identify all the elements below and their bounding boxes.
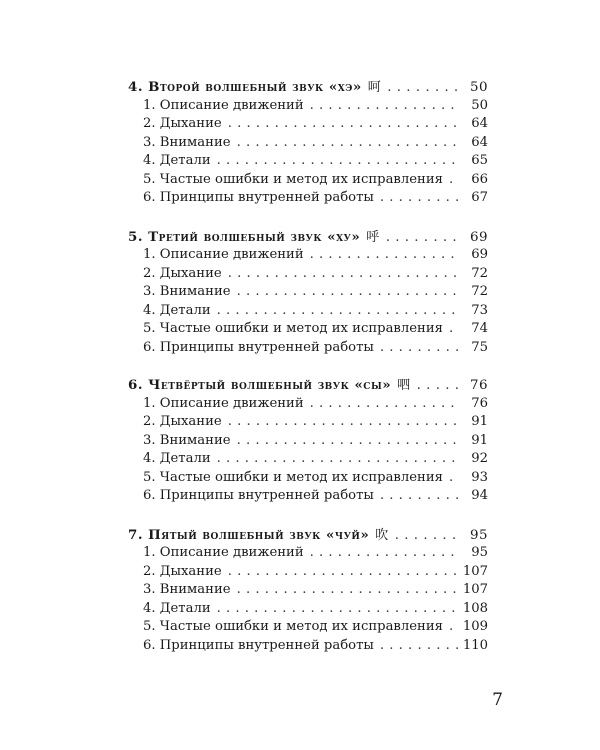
- subentry-label: 6. Принципы внутренней работы: [143, 488, 374, 503]
- subentry-label: 2. Дыхание: [143, 563, 222, 579]
- dot-leader: [449, 469, 458, 488]
- page-number: 108: [462, 600, 488, 616]
- toc-subentry[interactable]: [128, 302, 488, 321]
- toc-subentry[interactable]: [128, 487, 488, 506]
- page-folio: 7: [492, 690, 503, 710]
- dot-leader: [217, 600, 458, 619]
- dot-leader: [380, 189, 458, 208]
- page-number: 72: [471, 284, 488, 299]
- dot-leader: [237, 283, 458, 302]
- subentry-label: 1. Описание движений: [143, 97, 304, 113]
- page-number: 75: [471, 339, 488, 355]
- page-number: 50: [471, 97, 488, 113]
- subentry-label: 6. Принципы внутренней работы: [143, 637, 374, 653]
- dot-leader: [310, 246, 458, 265]
- page-number: 74: [471, 321, 488, 336]
- toc-subentry[interactable]: [128, 432, 488, 451]
- dot-leader: [310, 97, 458, 116]
- table-of-contents: [128, 78, 488, 675]
- toc-section: [128, 78, 488, 208]
- page-number: 50: [469, 80, 488, 95]
- toc-subentry[interactable]: [128, 283, 488, 302]
- dot-leader: [217, 302, 458, 321]
- dot-leader: [228, 265, 458, 284]
- toc-chapter-entry[interactable]: [128, 526, 488, 545]
- dot-leader: [237, 134, 458, 153]
- chinese-character: 呼: [366, 229, 380, 245]
- page-number: 94: [471, 488, 488, 503]
- toc-subentry[interactable]: [128, 395, 488, 414]
- chapter-title: 7. Пятый волшебный звук «чуй»: [128, 526, 370, 543]
- page-number: 76: [471, 395, 488, 411]
- subentry-label: 1. Описание движений: [143, 545, 304, 560]
- toc-subentry[interactable]: [128, 339, 488, 358]
- page-number: 66: [471, 171, 488, 187]
- page-number: 92: [471, 451, 488, 466]
- toc-subentry[interactable]: [128, 171, 488, 190]
- dot-leader: [449, 171, 458, 190]
- subentry-label: 4. Детали: [143, 302, 211, 318]
- dot-leader: [380, 487, 458, 506]
- toc-subentry[interactable]: [128, 152, 488, 171]
- toc-subentry[interactable]: [128, 97, 488, 116]
- toc-subentry[interactable]: [128, 544, 488, 563]
- dot-leader: [228, 563, 458, 582]
- toc-chapter-entry[interactable]: [128, 228, 488, 247]
- page-number: 64: [471, 116, 488, 131]
- dot-leader: [380, 339, 458, 358]
- toc-subentry[interactable]: [128, 265, 488, 284]
- dot-leader: [217, 152, 458, 171]
- dot-leader: [449, 320, 458, 339]
- page-number: 107: [462, 563, 488, 579]
- page-number: 91: [471, 432, 488, 448]
- toc-subentry[interactable]: [128, 413, 488, 432]
- page-number: 72: [471, 265, 488, 281]
- page-number: 109: [462, 619, 488, 634]
- chinese-character: 呬: [397, 378, 411, 393]
- toc-chapter-entry[interactable]: [128, 376, 488, 395]
- page-number: 69: [471, 247, 488, 262]
- toc-subentry[interactable]: [128, 618, 488, 637]
- dot-leader: [449, 618, 458, 637]
- subentry-label: 3. Внимание: [143, 134, 231, 150]
- toc-subentry[interactable]: [128, 637, 488, 656]
- toc-subentry[interactable]: [128, 134, 488, 153]
- page-number: 110: [462, 637, 488, 653]
- subentry-label: 2. Дыхание: [143, 265, 222, 281]
- toc-subentry[interactable]: [128, 469, 488, 488]
- page-number: 95: [471, 545, 488, 560]
- chinese-character: 呵: [367, 80, 382, 95]
- dot-leader: [395, 527, 458, 546]
- page-number: 93: [471, 469, 488, 485]
- page-number: 95: [469, 527, 488, 543]
- subentry-label: 5. Частые ошибки и метод их исправления: [143, 469, 443, 485]
- dot-leader: [237, 432, 458, 451]
- toc-subentry[interactable]: [128, 320, 488, 339]
- dot-leader: [417, 377, 458, 396]
- subentry-label: 4. Детали: [143, 153, 211, 168]
- page-number: 107: [462, 582, 488, 597]
- toc-section: [128, 228, 488, 358]
- chinese-character: 吹: [375, 527, 389, 543]
- subentry-label: 1. Описание движений: [143, 395, 304, 411]
- toc-subentry[interactable]: [128, 600, 488, 619]
- toc-chapter-entry[interactable]: [128, 78, 488, 97]
- page-number: 76: [469, 378, 488, 393]
- subentry-label: 6. Принципы внутренней работы: [143, 339, 374, 355]
- subentry-label: 4. Детали: [143, 600, 211, 616]
- page-number: 69: [469, 229, 488, 245]
- chapter-title: 6. Четвёртый волшебный звук «сы»: [128, 377, 392, 393]
- toc-subentry[interactable]: [128, 246, 488, 265]
- subentry-label: 1. Описание движений: [143, 247, 304, 262]
- subentry-label: 6. Принципы внутренней работы: [143, 190, 374, 205]
- page-number: 91: [471, 414, 488, 429]
- dot-leader: [228, 413, 458, 432]
- toc-subentry[interactable]: [128, 115, 488, 134]
- page-number: 73: [471, 302, 488, 318]
- dot-leader: [387, 79, 458, 98]
- toc-subentry[interactable]: [128, 581, 488, 600]
- subentry-label: 3. Внимание: [143, 432, 231, 448]
- dot-leader: [386, 229, 458, 248]
- toc-subentry[interactable]: [128, 563, 488, 582]
- subentry-label: 4. Детали: [143, 451, 211, 466]
- page-number: 65: [471, 153, 488, 168]
- dot-leader: [310, 395, 458, 414]
- subentry-label: 5. Частые ошибки и метод их исправления: [143, 171, 443, 187]
- dot-leader: [380, 637, 458, 656]
- toc-section: [128, 376, 488, 506]
- chapter-title: 5. Третий волшебный звук «ху»: [128, 228, 361, 245]
- toc-subentry[interactable]: [128, 450, 488, 469]
- subentry-label: 5. Частые ошибки и метод их исправления: [143, 619, 443, 634]
- dot-leader: [237, 581, 458, 600]
- chapter-title: 4. Второй волшебный звук «хэ»: [128, 79, 362, 95]
- toc-subentry[interactable]: [128, 189, 488, 208]
- subentry-label: 2. Дыхание: [143, 414, 222, 429]
- toc-section: [128, 526, 488, 656]
- page-number: 64: [471, 134, 488, 150]
- subentry-label: 3. Внимание: [143, 284, 231, 299]
- dot-leader: [228, 115, 458, 134]
- subentry-label: 3. Внимание: [143, 582, 231, 597]
- page-number: 67: [471, 190, 488, 205]
- dot-leader: [310, 544, 458, 563]
- subentry-label: 5. Частые ошибки и метод их исправления: [143, 321, 443, 336]
- subentry-label: 2. Дыхание: [143, 116, 222, 131]
- dot-leader: [217, 450, 458, 469]
